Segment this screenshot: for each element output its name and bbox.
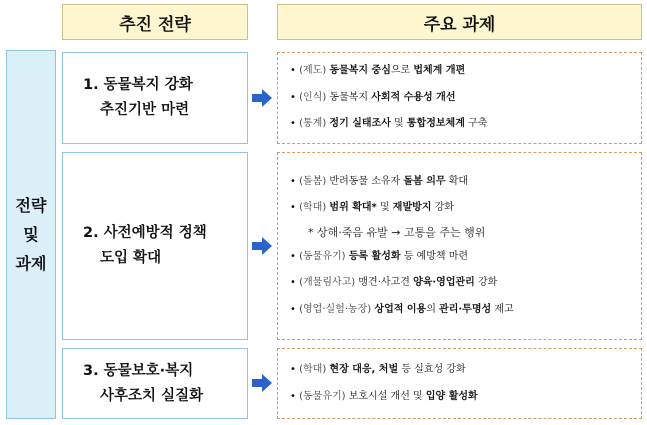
tasks-header [277, 4, 642, 40]
strategy-box-2 [62, 152, 248, 340]
tasks-header-label: 주요 과제 [423, 14, 496, 35]
task-item: • (개물림사고) 맹견·사고견 양육·영업관리 강화 [290, 277, 498, 289]
strategy-subtitle: 사후조치 실질화 [100, 387, 204, 404]
strategy-title: 3. 동물보호·복지 [83, 362, 194, 379]
task-item: • (돌봄) 반려동물 소유자 돌봄 의무 확대 [290, 175, 469, 187]
side-label-line: 및 [23, 225, 39, 244]
task-item: • (인식) 동물복지 사회적 수용성 개선 [290, 91, 456, 103]
footnote: * 상해·죽음 유발 → 고통을 주는 행위 [308, 225, 486, 239]
strategy-header-label: 추진 전략 [119, 14, 191, 35]
right-arrow-icon [251, 236, 273, 256]
task-item: • (학대) 현장 대응, 처벌 등 실효성 강화 [290, 364, 466, 375]
strategy-subtitle: 도입 확대 [100, 250, 162, 266]
task-box-3 [277, 348, 642, 419]
right-arrow-icon [251, 373, 273, 393]
task-item: • (통계) 정기 실태조사 및 통합정보체계 구축 [290, 118, 488, 130]
side-label-line: 과제 [15, 254, 47, 273]
side-label-box [6, 50, 56, 419]
task-item: • (학대) 범위 확대* 및 재발방지 강화 [290, 202, 454, 214]
strategy-box-1 [62, 52, 248, 144]
strategy-header [62, 4, 248, 40]
task-item: • (영업·실험·농장) 상업적 이용의 관리·투명성 제고 [290, 303, 514, 315]
side-label-line: 전략 [15, 196, 47, 215]
task-item: • (동물유기) 보호시설 개선 및 입양 활성화 [290, 390, 478, 402]
task-item: • (동물유기) 등록 활성화 등 예방책 마련 [290, 250, 469, 262]
strategy-box-3 [62, 348, 248, 419]
task-box-1 [277, 52, 642, 144]
strategy-title: 1. 동물복지 강화 [83, 77, 193, 93]
right-arrow-icon [251, 88, 273, 108]
task-item: • (제도) 동물복지 중심으로 법체계 개편 [290, 65, 466, 77]
task-box-2 [277, 152, 642, 340]
strategy-subtitle: 추진기반 마련 [100, 102, 190, 118]
strategy-title: 2. 사전예방적 정책 [83, 225, 207, 241]
